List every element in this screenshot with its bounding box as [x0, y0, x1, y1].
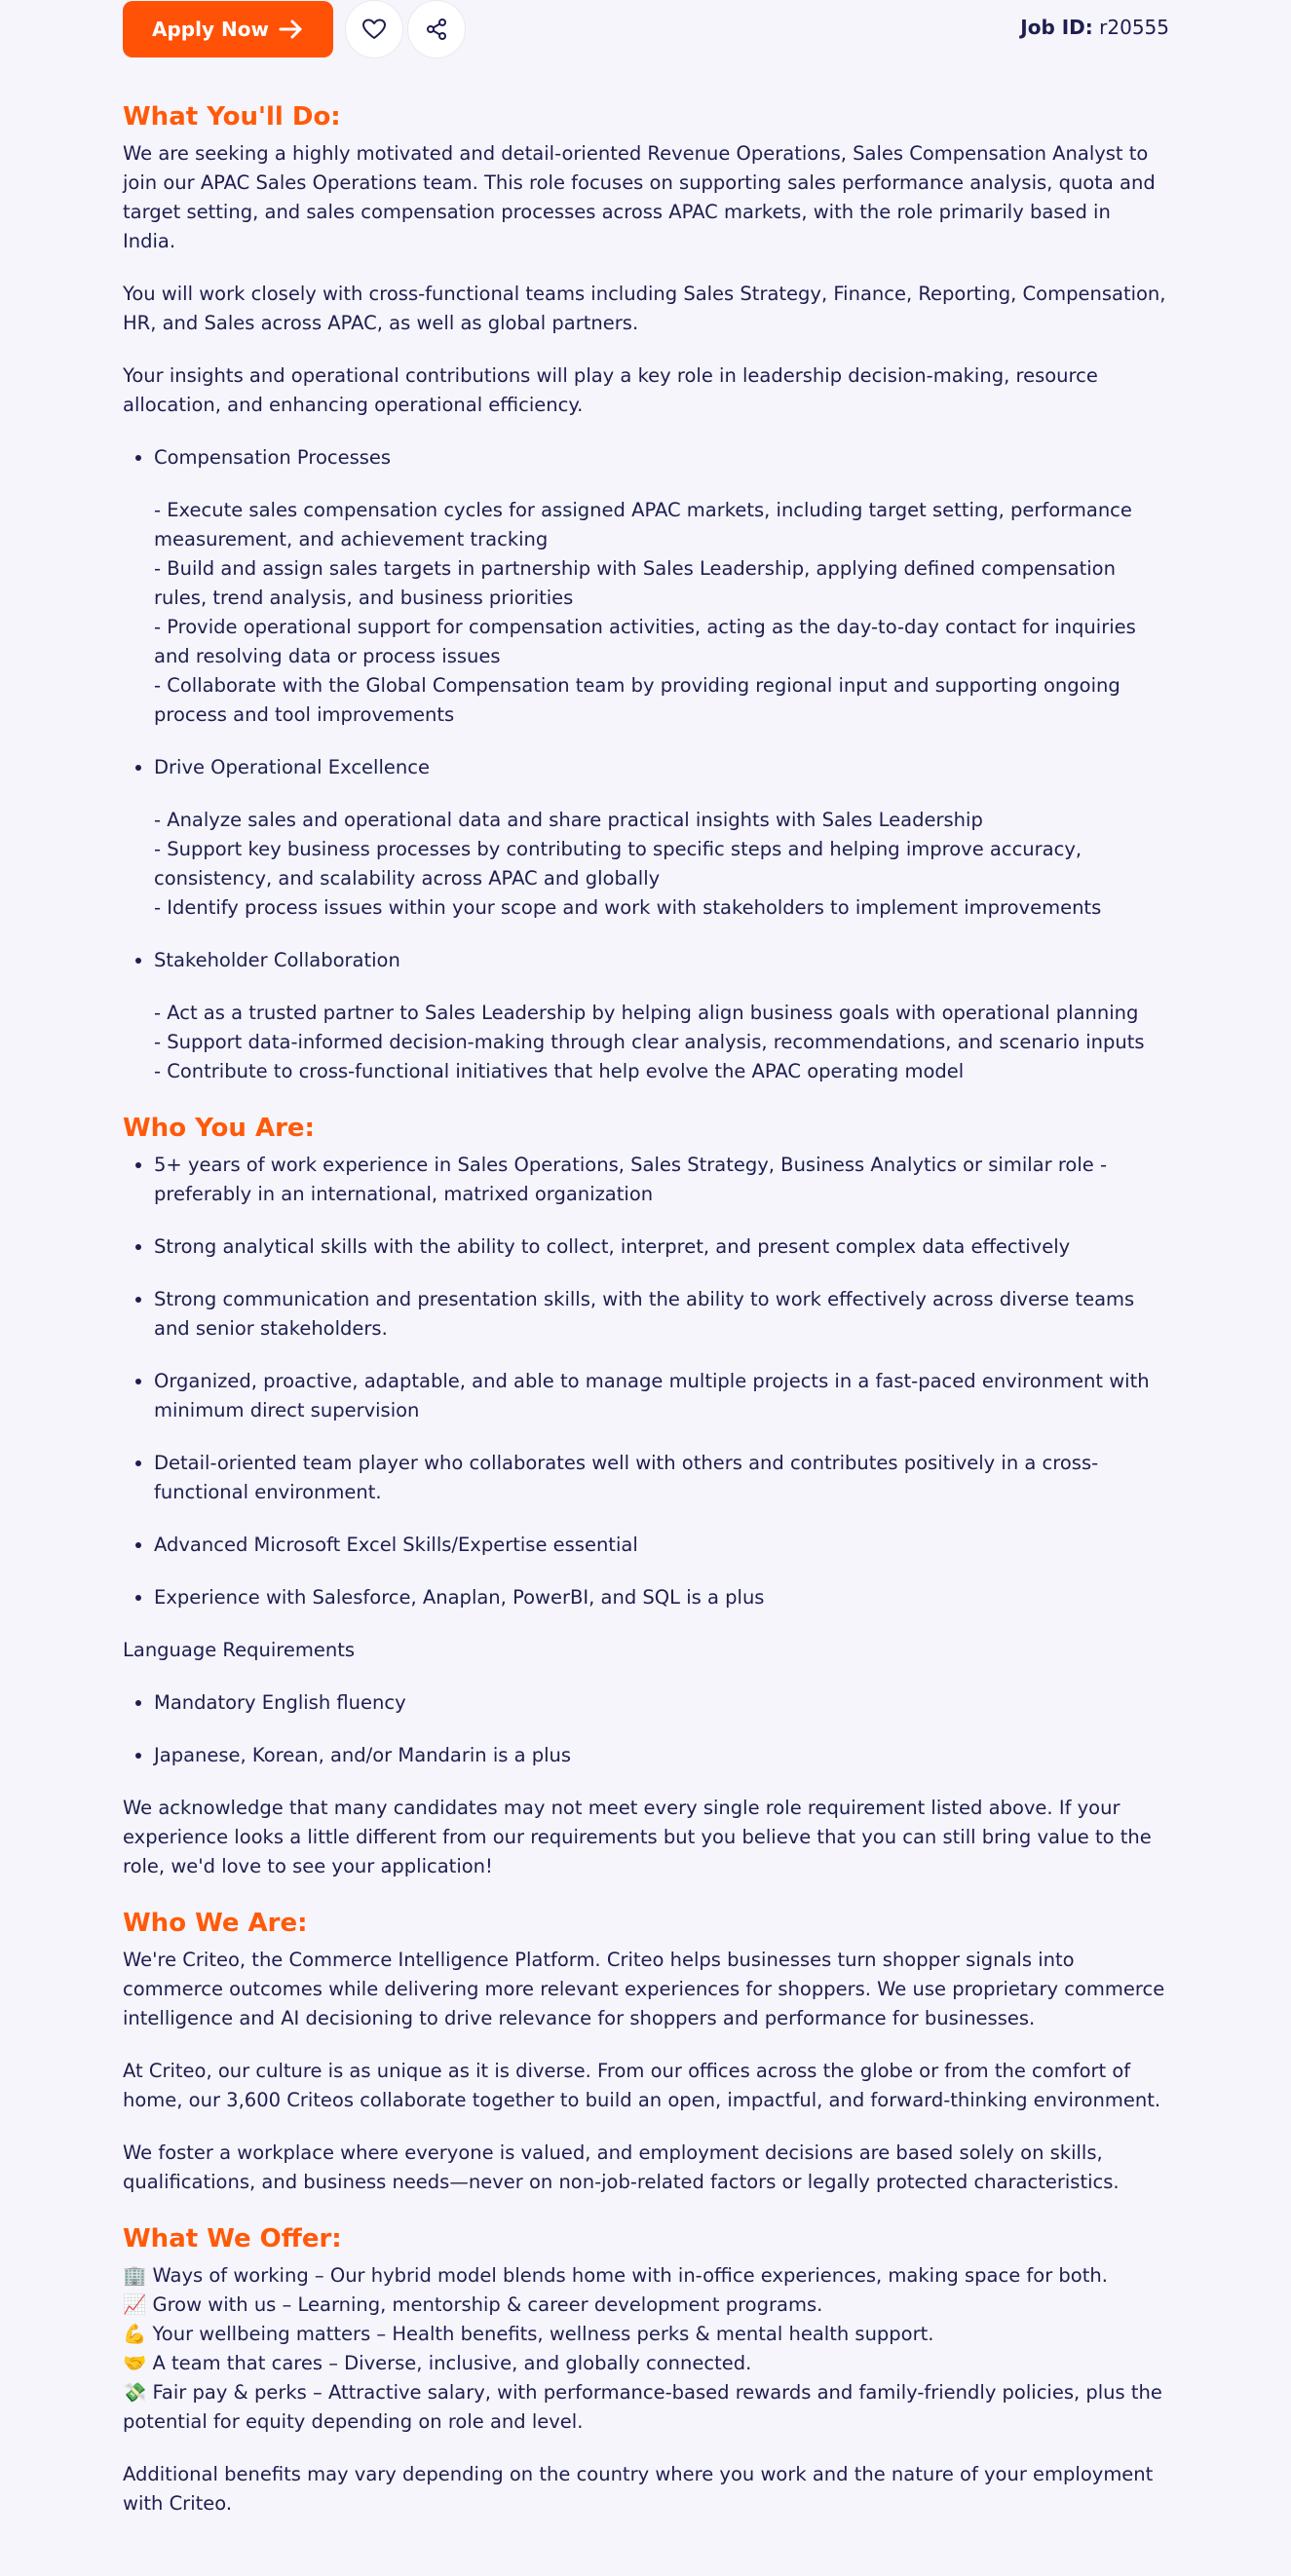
language-list — [123, 1688, 1169, 1770]
benefit-line: 📈 Grow with us – Learning, mentorship & career development programs. — [123, 2293, 823, 2316]
action-bar — [123, 0, 1169, 60]
share-button[interactable] — [407, 0, 466, 58]
paragraph: Additional benefits may vary depending on the country where you work and the nature of your employment with Criteo. — [123, 2463, 1154, 2515]
sub-line: - Execute sales compensation cycles for assigned APAC markets, including target setting, performance measurement, and achievement tracking — [154, 499, 1132, 550]
list-item: • Advanced Microsoft Excel Skills/Expertise essential — [154, 1531, 1169, 1560]
section-who-we-are — [123, 1905, 1169, 2197]
section-what-youll-do — [123, 98, 1169, 1086]
benefits-list — [123, 2261, 1169, 2437]
sub-line: - Contribute to cross-functional initiatives that help evolve the APAC operating model — [154, 1060, 965, 1082]
list-item — [154, 443, 1169, 730]
list-item — [154, 753, 1169, 923]
share-icon — [425, 18, 448, 41]
benefit-line: 🏢 Ways of working – Our hybrid model blends home with in-office experiences, making space for both. — [123, 2264, 1108, 2287]
list-item: • Detail-oriented team player who collaborates well with others and contributes positively in a cross-functional environment. — [154, 1449, 1169, 1507]
job-id-value: r20555 — [1099, 16, 1169, 39]
job-id — [1020, 16, 1169, 39]
list-item-title: • Compensation Processes — [154, 446, 392, 469]
sub-line: - Act as a trusted partner to Sales Leadership by helping align business goals with operational planning — [154, 1002, 1139, 1024]
sub-line: - Support key business processes by contributing to specific steps and helping improve accuracy, consistency, and scalability across APAC and globally — [154, 838, 1082, 890]
list-item: • Strong analytical skills with the ability to collect, interpret, and present complex data effectively — [154, 1232, 1169, 1262]
list-item: • 5+ years of work experience in Sales Operations, Sales Strategy, Business Analytics or similar role - preferably in an international, matrixed organization — [154, 1151, 1169, 1209]
paragraph: We foster a workplace where everyone is valued, and employment decisions are based solely on skills, qualifications, and business needs—never on non-job-related factors or legally protected characteristics. — [123, 2141, 1120, 2193]
sub-line: - Build and assign sales targets in partnership with Sales Leadership, applying defined compensation rules, trend analysis, and business priorities — [154, 557, 1116, 609]
job-id-label: Job ID: — [1020, 16, 1093, 39]
paragraph: We are seeking a highly motivated and detail-oriented Revenue Operations, Sales Compensation Analyst to join our APAC Sales Operations team. This role focuses on supporting sales performance analysis, quota and target setting, and sales compensation processes across APAC markets, with the role primarily based in India. — [123, 142, 1156, 252]
section-heading: What You'll Do: — [123, 102, 341, 132]
apply-now-button[interactable] — [123, 1, 333, 57]
paragraph: At Criteo, our culture is as unique as it is diverse. From our offices across the globe or from the comfort of home, our 3,600 Criteos collaborate together to build an open, impactful, and forward-thinking environment. — [123, 2060, 1161, 2111]
list-item: • Experience with Salesforce, Anaplan, PowerBI, and SQL is a plus — [154, 1583, 1169, 1612]
section-what-we-offer — [123, 2220, 1169, 2519]
sub-list — [154, 496, 1169, 730]
list-item: • Mandatory English fluency — [154, 1688, 1169, 1718]
section-heading: What We Offer: — [123, 2224, 342, 2254]
language-requirements-label: Language Requirements — [123, 1639, 355, 1661]
sub-line: - Support data-informed decision-making through clear analysis, recommendations, and scenario inputs — [154, 1031, 1145, 1053]
arrow-right-icon — [279, 18, 304, 41]
sub-line: - Collaborate with the Global Compensation team by providing regional input and supporting ongoing process and tool improvements — [154, 674, 1120, 726]
job-description — [123, 98, 1169, 2542]
benefit-line: 💸 Fair pay & perks – Attractive salary, with performance-based rewards and family-friendly policies, plus the potential for equity depending on role and level. — [123, 2381, 1162, 2433]
section-who-you-are — [123, 1110, 1169, 1881]
paragraph: We acknowledge that many candidates may not meet every single role requirement listed above. If your experience looks a little different from our requirements but you believe that you can still bring value to the role, we'd love to see your application! — [123, 1797, 1152, 1877]
favorite-button[interactable] — [345, 0, 403, 58]
requirement-list — [123, 1151, 1169, 1612]
list-item-title: • Stakeholder Collaboration — [154, 949, 400, 971]
list-item: • Organized, proactive, adaptable, and able to manage multiple projects in a fast-paced environment with minimum direct supervision — [154, 1367, 1169, 1425]
section-heading: Who We Are: — [123, 1909, 308, 1938]
list-item: • Strong communication and presentation skills, with the ability to work effectively across diverse teams and senior stakeholders. — [154, 1285, 1169, 1344]
sub-line: - Provide operational support for compensation activities, acting as the day-to-day contact for inquiries and resolving data or process issues — [154, 616, 1136, 667]
sub-line: - Identify process issues within your scope and work with stakeholders to implement improvements — [154, 896, 1102, 919]
paragraph: You will work closely with cross-functional teams including Sales Strategy, Finance, Reporting, Compensation, HR, and Sales across APAC, as well as global partners. — [123, 283, 1166, 334]
benefit-line: 💪 Your wellbeing matters – Health benefits, wellness perks & mental health support. — [123, 2323, 934, 2345]
list-item: • Japanese, Korean, and/or Mandarin is a plus — [154, 1741, 1169, 1770]
sub-list — [154, 806, 1169, 923]
section-heading: Who You Are: — [123, 1114, 315, 1143]
sub-line: - Analyze sales and operational data and share practical insights with Sales Leadership — [154, 809, 983, 831]
apply-now-label: Apply Now — [152, 18, 269, 41]
responsibility-list — [123, 443, 1169, 1086]
list-item — [154, 946, 1169, 1086]
paragraph: Your insights and operational contributions will play a key role in leadership decision-making, resource allocation, and enhancing operational efficiency. — [123, 364, 1098, 416]
paragraph: We're Criteo, the Commerce Intelligence Platform. Criteo helps businesses turn shopper signals into commerce outcomes while delivering more relevant experiences for shoppers. We use proprietary commerce intelligence and AI decisioning to drive relevance for shoppers and performance for businesses. — [123, 1949, 1165, 2029]
sub-list — [154, 999, 1169, 1086]
list-item-title: • Drive Operational Excellence — [154, 756, 430, 778]
heart-icon — [362, 19, 386, 40]
benefit-line: 🤝 A team that cares – Diverse, inclusive, and globally connected. — [123, 2352, 752, 2374]
